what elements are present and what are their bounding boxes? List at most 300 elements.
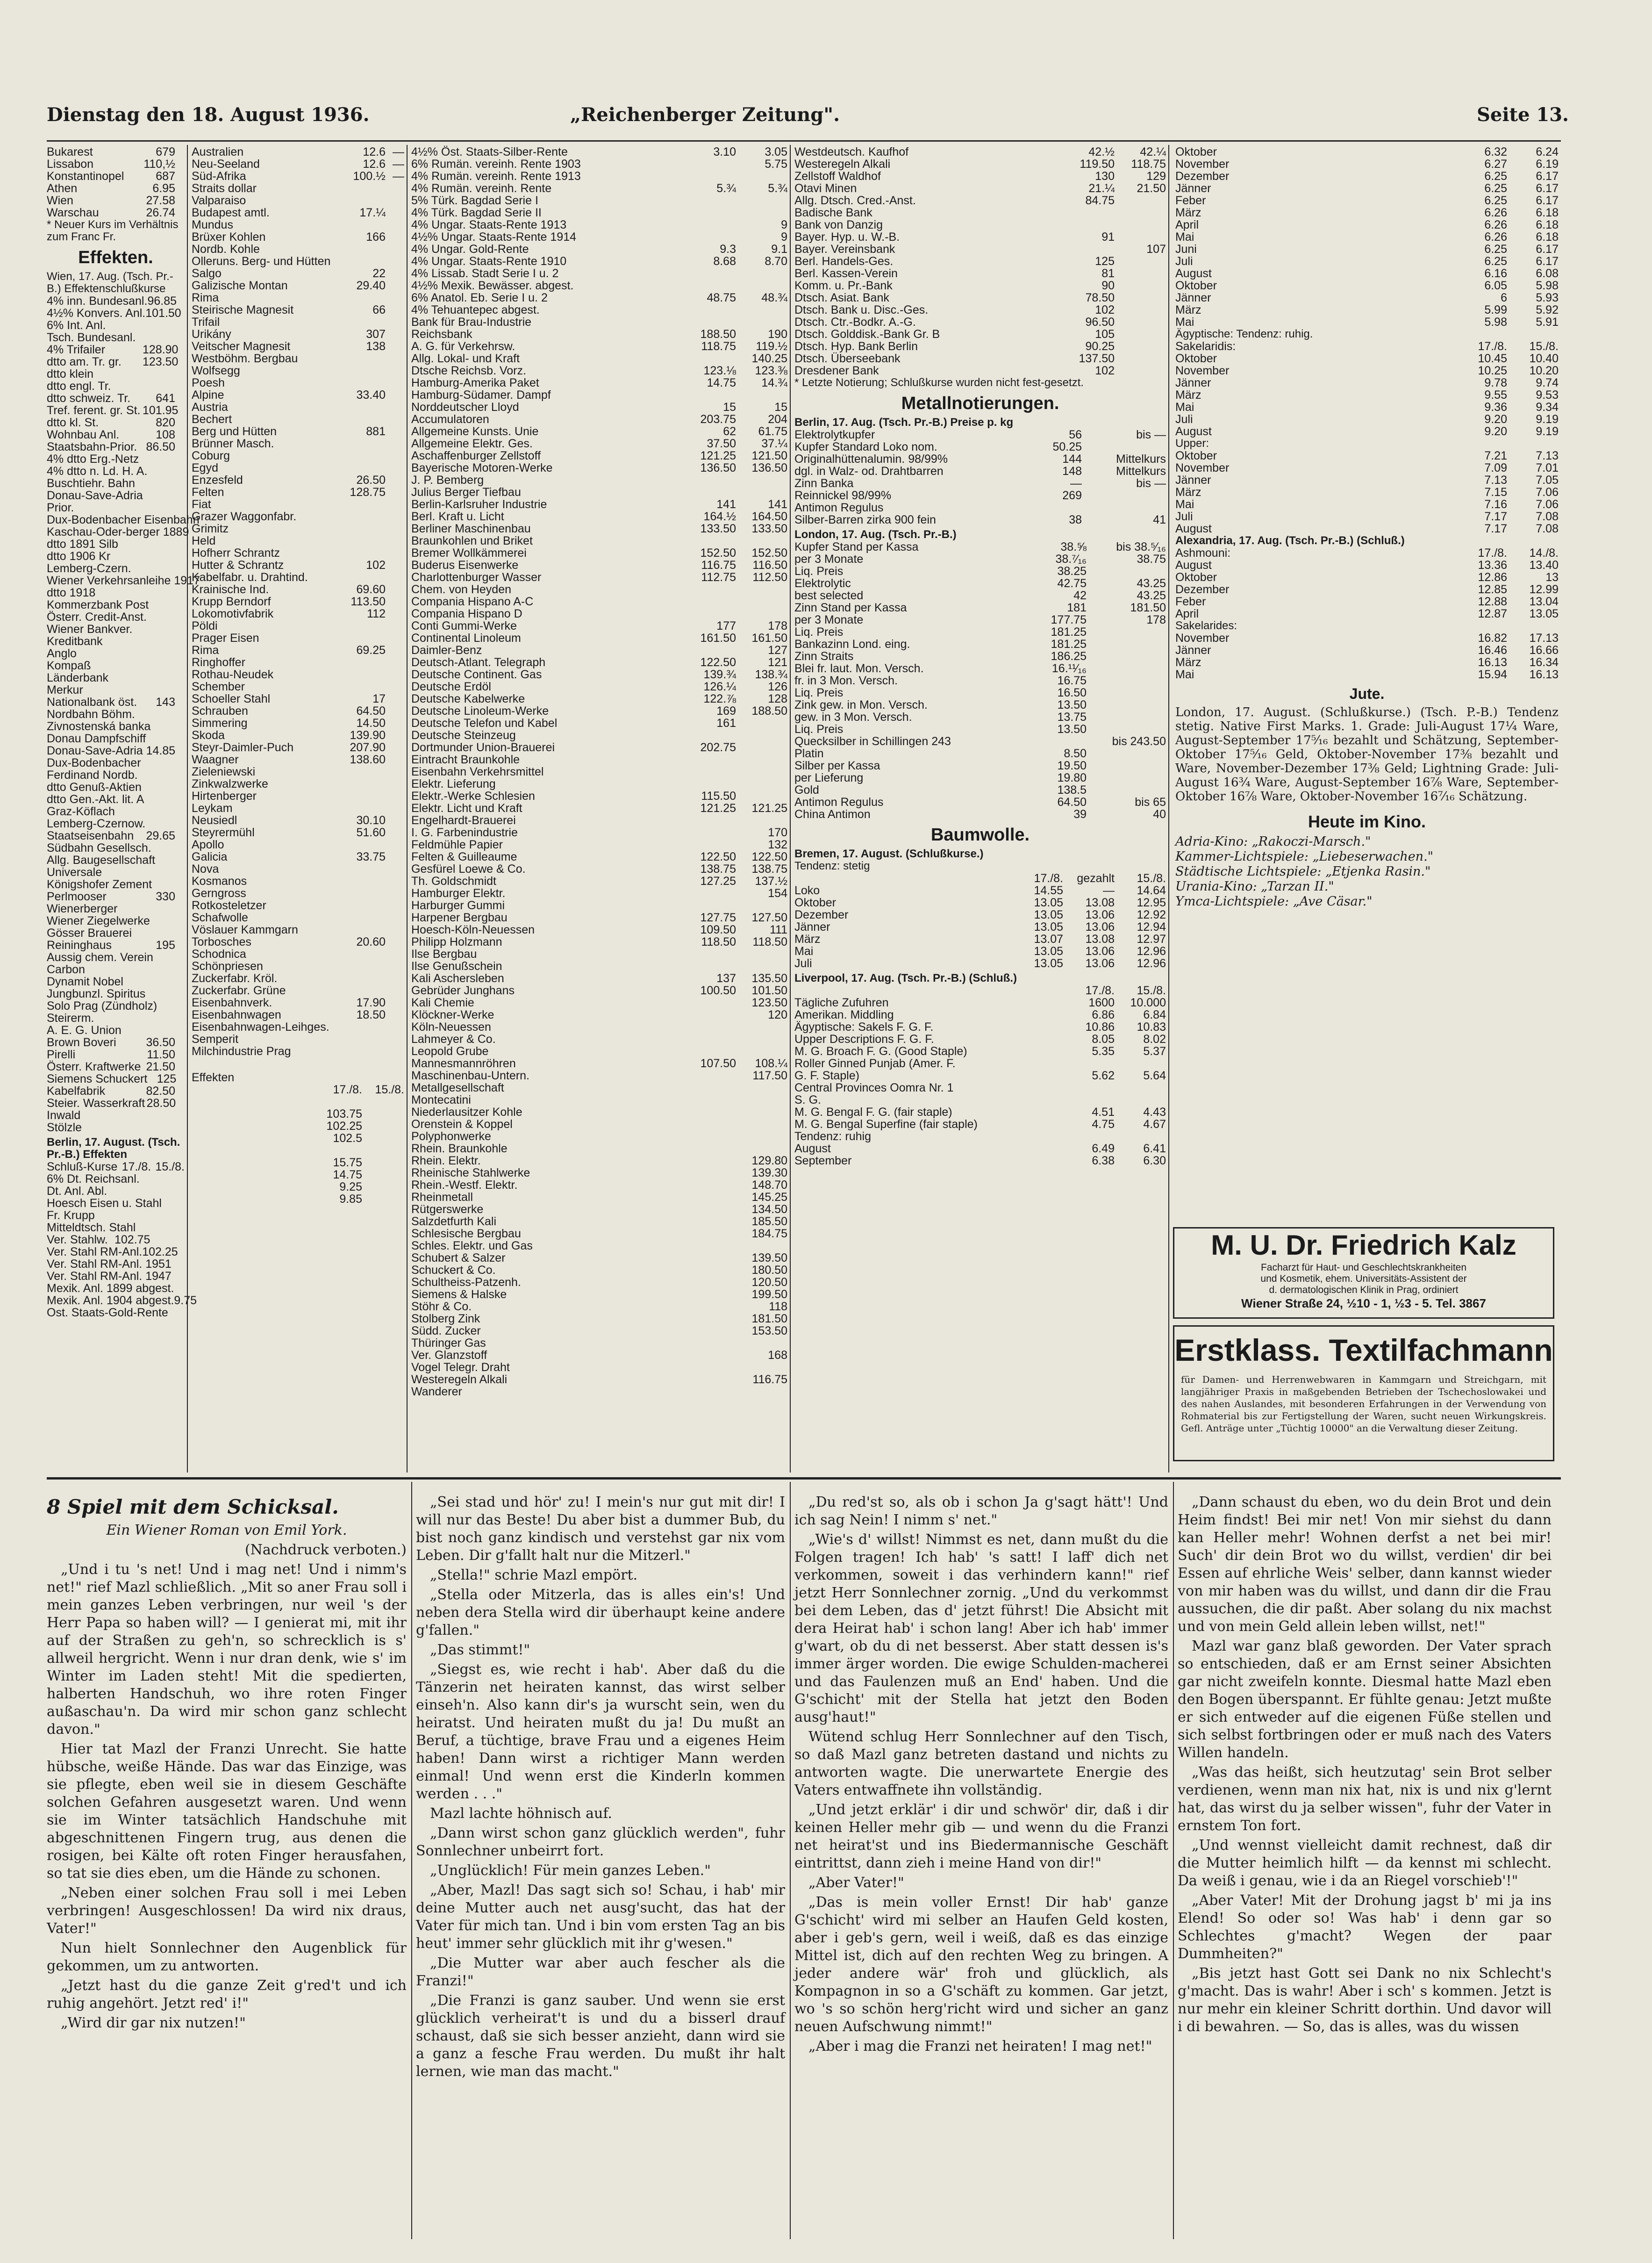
- row-value: 16.50: [1057, 686, 1087, 699]
- row-label: Deutsche Kabelwerke: [411, 692, 525, 705]
- row-label: Kupfer Stand per Kassa: [794, 540, 919, 553]
- row-value: 17.¼: [359, 206, 386, 219]
- row-value: [386, 875, 404, 887]
- row-value: 138.¾: [755, 668, 787, 681]
- row-value: 90: [1101, 279, 1115, 292]
- market-line: Alexandria, 17. Aug. (Tsch. Pr.-B.) (Schluß.): [1175, 534, 1405, 547]
- market-line: Berlin, 17. Aug. (Tsch. Pr.-B.) Preise p. kg: [794, 416, 1014, 429]
- row-value: 108: [156, 428, 175, 441]
- table-row: [794, 565, 1166, 577]
- ad-text: Facharzt für Haut- und Geschlechtskrankheiten: [1260, 1262, 1467, 1273]
- row-label: November: [1175, 158, 1230, 171]
- row-value: [348, 547, 386, 559]
- row-label: Thüringer Gas: [411, 1336, 486, 1350]
- row-value: [175, 550, 185, 562]
- table-row: [192, 632, 404, 644]
- row-label: Berliner Maschinenbau: [411, 522, 531, 535]
- row-value: [736, 1045, 787, 1057]
- row-value: 5.37: [1143, 1045, 1166, 1058]
- row-label: Dtsch. Golddisk.-Bank Gr. B: [794, 328, 940, 341]
- row-label: Krupp Berndorf: [192, 595, 271, 608]
- table-row: [411, 158, 787, 170]
- row-label: Apollo: [192, 838, 224, 851]
- row-label: Deutsche Telefon und Kabel: [411, 717, 558, 730]
- row-value: 105: [1095, 328, 1115, 341]
- stock-list: [192, 1071, 404, 1205]
- table-row: [47, 1185, 185, 1197]
- row-value: 133.50: [751, 522, 787, 535]
- row-label: Ferdinand Nordb.: [47, 769, 138, 782]
- row-value: [685, 194, 736, 207]
- row-label: Hamburg-Amerika Paket: [411, 376, 539, 389]
- row-value: 101.95: [143, 404, 179, 417]
- row-label: Österr. Credit-Anst.: [47, 611, 147, 624]
- table-row: [794, 933, 1166, 945]
- row-value: 138: [366, 340, 386, 353]
- row-value: 204: [768, 413, 787, 426]
- row-value: [386, 984, 404, 997]
- row-value: [143, 1012, 175, 1024]
- row-label: Buschtiehr. Bahn: [47, 477, 136, 490]
- row-value: 138.5: [1057, 783, 1087, 797]
- table-row: [794, 945, 1166, 957]
- row-value: 6.24: [1536, 145, 1559, 158]
- row-label: Oktober: [794, 896, 836, 909]
- table-row: [192, 717, 404, 729]
- table-row: [192, 1084, 404, 1096]
- row-value: 135.50: [751, 972, 787, 985]
- row-label: dtto klein: [47, 367, 94, 381]
- row-value: 62: [723, 425, 736, 438]
- row-value: [145, 818, 176, 830]
- table-row: [411, 182, 787, 194]
- row-value: 5.¾: [716, 182, 736, 195]
- row-value: 13.08: [1085, 896, 1115, 909]
- row-value: 7.08: [1536, 510, 1559, 523]
- row-value: 13.36: [1478, 559, 1507, 572]
- row-value: 29.65: [146, 829, 175, 842]
- row-value: [1115, 304, 1166, 316]
- row-value: 37.50: [707, 437, 736, 450]
- row-value: 7.08: [1536, 522, 1559, 535]
- row-value: [178, 951, 185, 963]
- row-label: Straits dollar: [192, 182, 257, 195]
- cotton-price-list: [1175, 352, 1559, 438]
- row-value: 139.50: [751, 1251, 787, 1264]
- row-label: April: [1175, 218, 1199, 231]
- row-value: 6.26: [1484, 218, 1507, 231]
- row-value: 6.17: [1536, 243, 1559, 256]
- row-label: 6% Anatol. Eb. Serie I u. 2: [411, 291, 548, 304]
- row-value: 17.13: [1529, 632, 1559, 645]
- table-row: [1175, 316, 1559, 328]
- row-label: Roller Ginned Punjab (Amer. F.: [794, 1057, 956, 1070]
- row-value: [143, 562, 175, 575]
- row-value: [736, 1106, 787, 1118]
- row-value: 26.50: [356, 474, 386, 487]
- row-value: [1087, 760, 1166, 772]
- table-row: [47, 793, 185, 805]
- row-value: [1063, 1082, 1115, 1094]
- table-row: [411, 328, 787, 340]
- row-value: 202.75: [700, 741, 736, 754]
- table-header-row: [1175, 547, 1559, 559]
- row-value: 180.50: [751, 1264, 787, 1277]
- row-value: [386, 1033, 404, 1045]
- paragraph: Mazl war ganz blaß geworden. Der Vater sprach so entschieden, daß er am Ernst seiner Absichten gar nicht zweifeln konnte. Diesmal hatte Mazl eben den Bogen überspannt. Er fühlte genau: Jetzt mußte er sich entweder auf die eigenen Füße stellen und sich selbst fortbringen oder er muß nach des Vaters Willen handeln.: [1178, 1638, 1552, 1761]
- row-value: [386, 267, 404, 280]
- table-row: [411, 255, 787, 267]
- row-value: [143, 660, 175, 672]
- row-value: 14.75: [333, 1168, 362, 1181]
- row-label: Steyrermühl: [192, 826, 255, 839]
- table-row: [47, 672, 185, 684]
- row-label: Skoda: [192, 729, 225, 742]
- row-value: [143, 550, 175, 562]
- row-label: Liq. Preis: [794, 565, 844, 578]
- cotton-price-list: [1175, 559, 1559, 620]
- table-row: [47, 146, 185, 158]
- row-value: [150, 915, 177, 927]
- table-row: [47, 866, 185, 878]
- row-label: I. G. Farbenindustrie: [411, 826, 518, 839]
- table-row: [411, 267, 787, 280]
- row-value: 13.05: [1034, 896, 1063, 909]
- row-value: [736, 766, 787, 778]
- table-row: [411, 912, 787, 924]
- table-row: [192, 984, 404, 997]
- row-value: [386, 280, 404, 292]
- row-value: [386, 486, 404, 498]
- row-value: [348, 802, 386, 814]
- row-value: [175, 623, 185, 635]
- row-label: Bremer Wollkämmerei: [411, 546, 527, 560]
- row-value: 152.50: [751, 546, 787, 560]
- table-row: [192, 863, 404, 875]
- row-value: [685, 960, 736, 972]
- row-value: 6.25: [1484, 243, 1507, 256]
- table-row: [411, 474, 787, 486]
- table-row: [411, 1300, 787, 1313]
- table-row: [411, 292, 787, 304]
- row-label: Süd-Afrika: [192, 170, 246, 183]
- row-value: [1115, 316, 1166, 328]
- table-row: [47, 903, 185, 915]
- row-label: Länderbank: [47, 671, 109, 684]
- row-value: [685, 1300, 736, 1313]
- row-value: [348, 839, 386, 851]
- row-value: [736, 535, 787, 547]
- row-value: [348, 863, 386, 875]
- row-value: [152, 878, 177, 891]
- table-row: [794, 723, 1166, 735]
- table-row: [47, 562, 185, 575]
- table-row: [192, 547, 404, 559]
- row-value: 133.50: [700, 522, 736, 535]
- table-row: [1175, 146, 1559, 158]
- row-value: 10.40: [1529, 352, 1559, 365]
- row-label: Inwald: [47, 1109, 81, 1122]
- row-value: 120.50: [751, 1276, 787, 1289]
- row-value: [175, 429, 185, 441]
- row-value: 14.64: [1137, 884, 1166, 897]
- row-value: [685, 1349, 736, 1361]
- row-value: [175, 963, 185, 976]
- row-value: [386, 948, 404, 960]
- market-label: Upper:: [1175, 437, 1209, 450]
- row-label: August: [794, 1142, 831, 1155]
- row-value: 148: [1062, 465, 1082, 478]
- row-value: [348, 450, 386, 462]
- table-row: [192, 620, 404, 632]
- footnote: * Neuer Kurs im Verhältnis zum Franc Fr.: [47, 218, 179, 243]
- row-label: Ver. Stahl RM-Anl. 1947: [47, 1270, 172, 1283]
- row-label: Bankazinn Lond. eing.: [794, 638, 910, 651]
- paragraph: Nun hielt Sonnlechner den Augenblick für gekommen, um zu antworten.: [47, 1940, 407, 1974]
- row-value: 6: [1501, 291, 1507, 304]
- table-row: [47, 429, 185, 441]
- row-label: Austria: [192, 401, 228, 414]
- table-row: [411, 1009, 787, 1021]
- row-label: Originalhüttenalumin. 98/99%: [794, 453, 948, 466]
- row-value: 820: [156, 416, 175, 429]
- row-label: Mai: [1175, 230, 1194, 244]
- row-value: [348, 377, 386, 389]
- row-value: 6.27: [1484, 158, 1507, 171]
- table-row: [47, 623, 185, 635]
- row-value: 14.¾: [761, 376, 787, 389]
- row-value: 102: [1095, 364, 1115, 377]
- table-row: [192, 644, 404, 656]
- row-value: 5.99: [1484, 303, 1507, 316]
- row-label: Zuckerfabr. Grüne: [192, 984, 286, 997]
- row-value: [685, 158, 736, 170]
- table-row: [47, 1061, 185, 1073]
- row-value: 125: [1095, 255, 1115, 268]
- table-row: [47, 927, 185, 939]
- cotton-price-table: [794, 872, 1166, 970]
- row-value: [386, 1045, 404, 1057]
- row-value: [685, 1373, 736, 1386]
- row-value: [348, 535, 386, 547]
- row-value: [362, 1132, 404, 1144]
- row-label: Schoeller Stahl: [192, 692, 271, 705]
- table-row: [47, 757, 185, 769]
- row-value: [736, 1021, 787, 1033]
- row-label: Eisenbahnverk.: [192, 996, 272, 1009]
- table-row: [47, 976, 185, 988]
- row-label: 4% Lissab. Stadt Serie I u. 2: [411, 267, 559, 280]
- row-value: 330: [156, 890, 175, 903]
- row-value: 39: [1073, 808, 1087, 821]
- stock-column-2: [192, 146, 404, 1473]
- row-value: [736, 1118, 787, 1130]
- table-row: [47, 182, 185, 194]
- row-label: Engelhardt-Brauerei: [411, 814, 516, 827]
- table-row: [192, 182, 404, 194]
- row-value: [685, 1009, 736, 1021]
- row-label: [192, 1108, 320, 1120]
- article-column-4: [1178, 1494, 1552, 2241]
- row-value: 177.75: [1051, 613, 1087, 626]
- table-row: [192, 790, 404, 802]
- row-value: [1115, 1094, 1166, 1106]
- row-label: Vogel Telegr. Draht: [411, 1361, 510, 1374]
- row-value: 22: [372, 267, 386, 280]
- row-value: [386, 754, 404, 766]
- row-label: Compania Hispano D: [411, 607, 522, 620]
- row-label: September: [794, 1154, 852, 1167]
- table-row: [794, 316, 1166, 328]
- row-label: Galicia: [192, 850, 228, 863]
- row-value: [348, 255, 386, 267]
- table-row: [47, 380, 185, 392]
- row-value: 38.⅝: [1060, 540, 1087, 553]
- stock-column-4: [794, 146, 1166, 1473]
- paragraph: „Dann schaust du eben, wo du dein Brot und dein Heim findst! Bei mir net! Von mir siehst du dann kan Heller mehr! Wohnen derfst a net bei mir! Such' dir dein Brot wo du willst, verdien' dir bei Essen auf ehrliche Weis' selber, dann kannst wieder von mir haben was du willst, und dann dir die Frau aussuchen, die dir paßt. Aber solang du nix machst und von mein Geld allein leben willst, net!": [1178, 1494, 1552, 1635]
- row-value: 78.50: [1085, 291, 1115, 304]
- table-row: [794, 340, 1166, 352]
- row-value: 3.10: [713, 145, 736, 158]
- table-row: [192, 316, 404, 328]
- section-rule: [47, 1477, 1561, 1480]
- row-value: 116.75: [701, 559, 736, 572]
- row-value: 30.10: [356, 814, 386, 827]
- row-value: [685, 729, 736, 741]
- row-value: [386, 972, 404, 984]
- table-row: [47, 635, 185, 647]
- row-label: Deutsch-Atlant. Telegraph: [411, 656, 546, 669]
- table-row: [47, 170, 185, 182]
- row-label: Lahmeyer & Co.: [411, 1033, 496, 1046]
- table-row: [192, 729, 404, 741]
- row-value: 118.50: [701, 935, 736, 948]
- column-divider: [1173, 1482, 1174, 2239]
- row-value: [162, 1173, 185, 1185]
- table-row: [192, 231, 404, 243]
- row-value: 122.50: [700, 850, 736, 863]
- row-label: China Antimon: [794, 808, 871, 821]
- row-label: Zinn Banka: [794, 477, 854, 490]
- row-value: 15.75: [333, 1156, 362, 1169]
- row-value: [1115, 231, 1166, 243]
- table-row: [411, 219, 787, 231]
- table-row: [192, 535, 404, 547]
- row-label: [192, 1084, 320, 1096]
- row-label: Schodnica: [192, 948, 246, 961]
- row-value: [685, 814, 736, 826]
- row-label: Lemberg-Czernow.: [47, 817, 146, 830]
- row-value: [362, 1144, 404, 1157]
- table-row: [411, 231, 787, 243]
- row-value: 138.60: [350, 753, 386, 766]
- table-row: [411, 936, 787, 948]
- row-value: [150, 1185, 185, 1197]
- row-label: Westböhm. Bergbau: [192, 352, 298, 365]
- table-row: [47, 1036, 185, 1049]
- row-value: [386, 207, 404, 219]
- row-value: 9: [781, 230, 787, 244]
- row-value: 12.95: [1137, 896, 1166, 909]
- row-label: Olleruns. Berg- und Hütten: [192, 255, 331, 268]
- table-row: [192, 498, 404, 510]
- row-value: [175, 356, 185, 368]
- row-label: Kabelfabrik: [47, 1085, 106, 1098]
- row-label: Neu-Seeland: [192, 158, 260, 171]
- table-row: [47, 1307, 185, 1319]
- table-row: [794, 207, 1166, 219]
- paragraph: „Jetzt hast du die ganze Zeit g'red't und ich ruhig angehört. Jetzt red' i!": [47, 1977, 407, 2012]
- row-label: Bayer. Hyp. u. W.-B.: [794, 230, 900, 244]
- row-value: 161.50: [700, 632, 736, 645]
- row-value: [175, 1121, 185, 1134]
- row-value: [1115, 255, 1166, 267]
- row-value: [175, 1012, 185, 1024]
- table-row: [411, 1021, 787, 1033]
- row-label: Dezember: [794, 908, 849, 921]
- table-row: [411, 462, 787, 474]
- table-row: [794, 158, 1166, 170]
- row-value: [175, 647, 185, 660]
- row-value: [1087, 772, 1166, 784]
- row-label: Schlesische Bergbau: [411, 1227, 521, 1240]
- row-value: [175, 939, 185, 951]
- row-value: 119.50: [1080, 158, 1115, 171]
- row-value: [143, 684, 175, 696]
- row-label: Eintracht Braunkohle: [411, 753, 520, 766]
- metal-price-list: [794, 541, 1166, 820]
- table-row: [411, 1386, 787, 1398]
- row-value: [386, 231, 404, 243]
- row-label: Philipp Holzmann: [411, 935, 502, 948]
- table-row: [411, 1349, 787, 1361]
- row-value: 3.05: [765, 145, 787, 158]
- table-row: [794, 477, 1166, 489]
- row-label: Elektr. Licht und Kraft: [411, 802, 522, 815]
- row-label: Neusiedl: [192, 814, 237, 827]
- table-row: [794, 921, 1166, 933]
- row-label: Staatseisenbahn: [47, 829, 134, 842]
- row-value: 113.50: [350, 595, 386, 608]
- row-label: Liq. Preis: [794, 723, 844, 736]
- row-label: Jänner: [1175, 644, 1211, 657]
- row-value: 29.40: [356, 279, 386, 292]
- table-row: [192, 194, 404, 207]
- row-label: Siemens Schuckert: [47, 1072, 148, 1085]
- row-label: Silber-Barren zirka 900 fein: [794, 513, 936, 526]
- table-row: [794, 1155, 1166, 1167]
- paragraph: „Die Mutter war aber auch fescher als die Franzi!": [416, 1955, 785, 1989]
- row-label: Grazer Waggonfabr.: [192, 510, 297, 523]
- row-value: [386, 802, 404, 814]
- table-row: [794, 514, 1166, 526]
- row-label: Zink gew. in Mon. Versch.: [794, 698, 928, 711]
- row-label: Hoesch-Köln-Neuessen: [411, 923, 535, 936]
- row-label: Berl. Kassen-Verein: [794, 267, 898, 280]
- cinema-list: [1175, 834, 1559, 909]
- table-row: [1175, 583, 1559, 596]
- table-row: [794, 796, 1166, 808]
- table-row: [411, 365, 787, 377]
- row-label: Silber per Kassa: [794, 759, 880, 772]
- row-value: 102.25: [326, 1120, 362, 1133]
- paragraph: Wütend schlug Herr Sonnlechner auf den Tisch, so daß Mazl ganz betreten dastand und nichts zu antworten wagte. Die unerwartete Energie des Vaters entwaffnete ihn vollständig.: [794, 1729, 1168, 1798]
- ad-text: und Kosmetik, ehem. Universitäts-Assistent der: [1260, 1273, 1467, 1284]
- row-value: 43.25: [1137, 577, 1166, 590]
- row-label: Quecksilber in Schillingen 243: [794, 735, 951, 748]
- row-label: Dtsch. Überseebank: [794, 352, 901, 365]
- table-row: [47, 477, 185, 489]
